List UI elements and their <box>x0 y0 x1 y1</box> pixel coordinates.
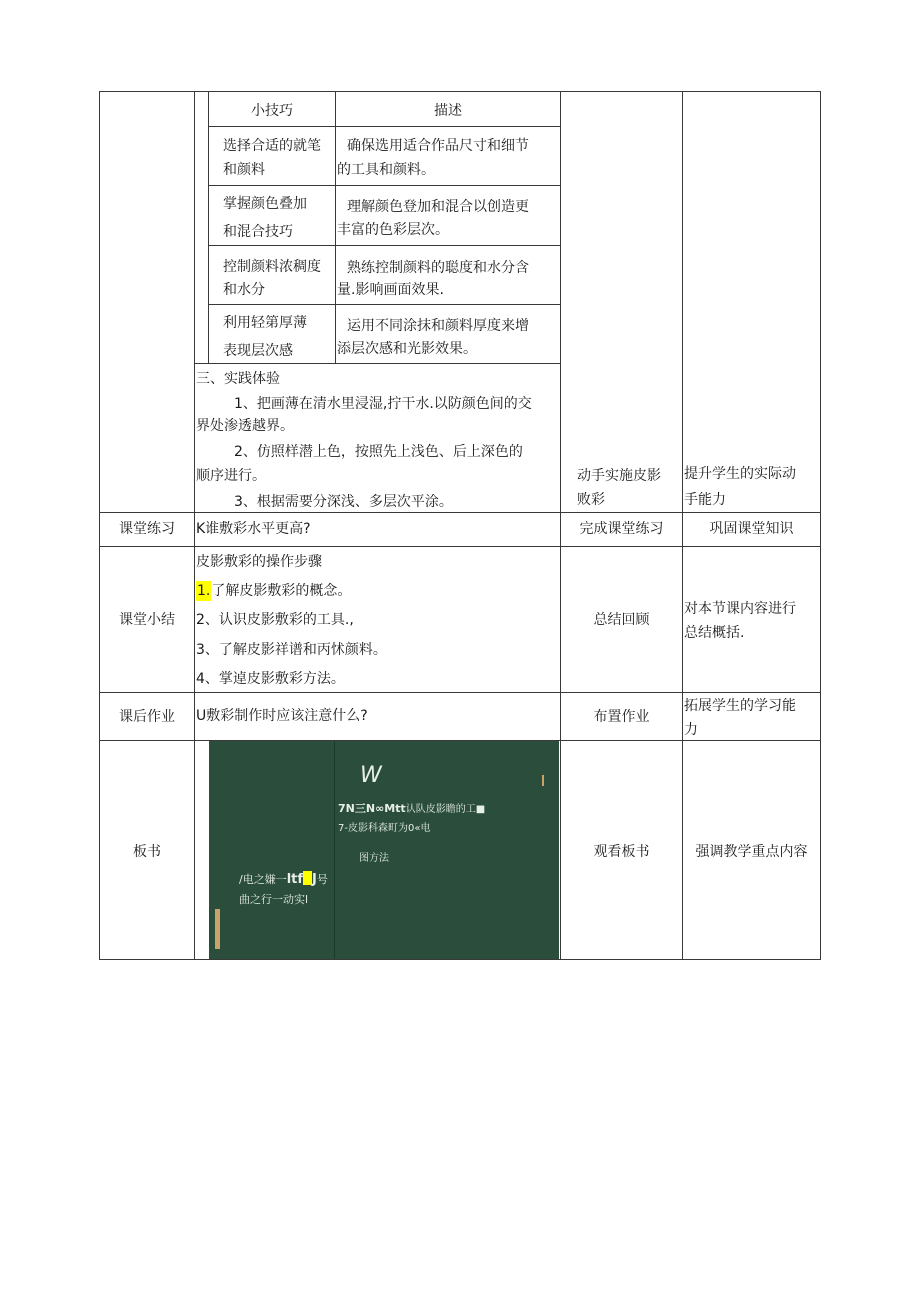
practice-activity-line2: 败彩 <box>577 492 605 508</box>
col-divider-1 <box>194 91 195 960</box>
board-activity: 观看板书 <box>593 844 650 860</box>
desc-3-line1: 熟练控制颜料的聪度和水分含 <box>347 260 529 276</box>
practice-step1-line2: 界处渗透越界。 <box>196 418 294 434</box>
homework-goal-line2: 力 <box>684 722 698 738</box>
desc-4-line1: 运用不同涂抹和颜料厚度来增 <box>347 318 529 334</box>
summary-line3: 3、了解皮影祥谱和丙怵颜料。 <box>196 642 387 658</box>
exercise-content: K谁敷彩水平更高? <box>196 521 311 537</box>
summary-goal-line1: 对本节课内容进行 <box>684 601 796 617</box>
desc-3-line2: 量.影响画面效果. <box>337 282 444 298</box>
nested-left-border <box>208 91 209 363</box>
table-bottom-border <box>99 959 821 960</box>
board-divider <box>334 741 335 959</box>
desc-2-line1: 理解颜色登加和混合以创造更 <box>347 199 529 215</box>
board-left-line1: /电之嫌一ltf J号 <box>239 872 328 887</box>
board-accent-right <box>542 775 544 786</box>
exercise-label: 课堂练习 <box>119 521 175 537</box>
practice-step2-line2: 顺序进行。 <box>196 468 266 484</box>
row-divider-summary <box>99 692 821 693</box>
tip-1-line2: 和颜料 <box>223 162 265 178</box>
board-line2: 7-皮影科森町为0«电 <box>338 823 431 834</box>
tip-2-line2: 和混合技巧 <box>223 224 293 240</box>
practice-heading: 三、实践体验 <box>196 371 280 387</box>
tip-4-line1: 利用轻第厚薄 <box>223 315 307 331</box>
tips-header-desc: 描述 <box>434 103 462 119</box>
practice-goal-line1: 提升学生的实际动 <box>684 466 796 482</box>
board-w-mark: W <box>360 763 382 788</box>
desc-2-line2: 丰富的色彩层次。 <box>337 222 449 238</box>
tip-1-line1: 选择合适的就笔 <box>223 138 321 154</box>
tip-3-line2: 和水分 <box>223 282 265 298</box>
summary-line4: 4、掌逴皮影敷彩方法。 <box>196 671 345 687</box>
homework-label: 课后作业 <box>119 709 175 725</box>
row-divider-exercise <box>99 546 821 547</box>
tip-4-line2: 表现层次感 <box>223 343 293 359</box>
homework-activity: 布置作业 <box>593 709 650 725</box>
exercise-goal: 巩固课堂知识 <box>709 521 794 537</box>
summary-line0: 皮影敷彩的操作步骤 <box>196 554 322 570</box>
board-line3: 图方法 <box>359 853 389 864</box>
nested-row-line-3 <box>208 245 560 246</box>
practice-goal-line2: 手能力 <box>684 492 726 508</box>
tip-2-line1: 掌握颜色叠加 <box>223 196 307 212</box>
homework-content: U敷彩制作时应该注意什么? <box>196 708 368 724</box>
summary-activity: 总结回顾 <box>593 612 650 628</box>
exercise-activity: 完成课堂练习 <box>579 521 664 537</box>
nested-row-line-4 <box>208 304 560 305</box>
chalkboard-image <box>209 741 559 959</box>
table-right-border <box>820 91 821 960</box>
summary-goal-line2: 总结概括. <box>684 625 745 641</box>
highlight-mark: 1. <box>197 583 211 599</box>
practice-step2-line1: 2、仿照样潜上色，按照先上浅色、后上深色的 <box>234 444 523 460</box>
row-divider-practice <box>99 512 821 513</box>
board-label: 板书 <box>133 844 161 860</box>
tip-3-line1: 控制颜料浓稠度 <box>223 259 321 275</box>
nested-bottom-border <box>194 363 560 364</box>
board-left-line2: 曲之行一动实l <box>239 893 309 906</box>
board-highlight <box>303 871 312 885</box>
nested-row-line-2 <box>208 185 560 186</box>
nested-row-line-1 <box>208 126 560 127</box>
tips-header-tip: 小技巧 <box>251 103 293 119</box>
practice-activity-line1: 动手实施皮影 <box>577 468 661 484</box>
board-line1: 7N三N∞Mtt认队皮影瞻的工■ <box>338 802 486 815</box>
summary-label: 课堂小结 <box>119 612 175 628</box>
summary-line1: 1.了解皮影敷彩的概念。 <box>197 583 352 599</box>
desc-1-line2: 的工具和颜料。 <box>337 162 435 178</box>
practice-step3: 3、根据需要分深浅、多层次平涂。 <box>234 494 453 510</box>
homework-goal-line1: 拓展学生的学习能 <box>684 698 796 714</box>
nested-col-divider <box>335 91 336 363</box>
board-goal: 强调教学重点内容 <box>695 844 808 860</box>
practice-step1-line1: 1、把画薄在清水里浸湿,拧干水.以防颜色间的交 <box>234 396 532 412</box>
desc-4-line2: 添层次感和光影效果。 <box>337 341 477 357</box>
board-accent-left <box>215 909 220 949</box>
desc-1-line1: 确保选用适合作品尺寸和细节 <box>347 138 529 154</box>
summary-line2: 2、认识皮影敷彩的工具., <box>196 612 354 628</box>
